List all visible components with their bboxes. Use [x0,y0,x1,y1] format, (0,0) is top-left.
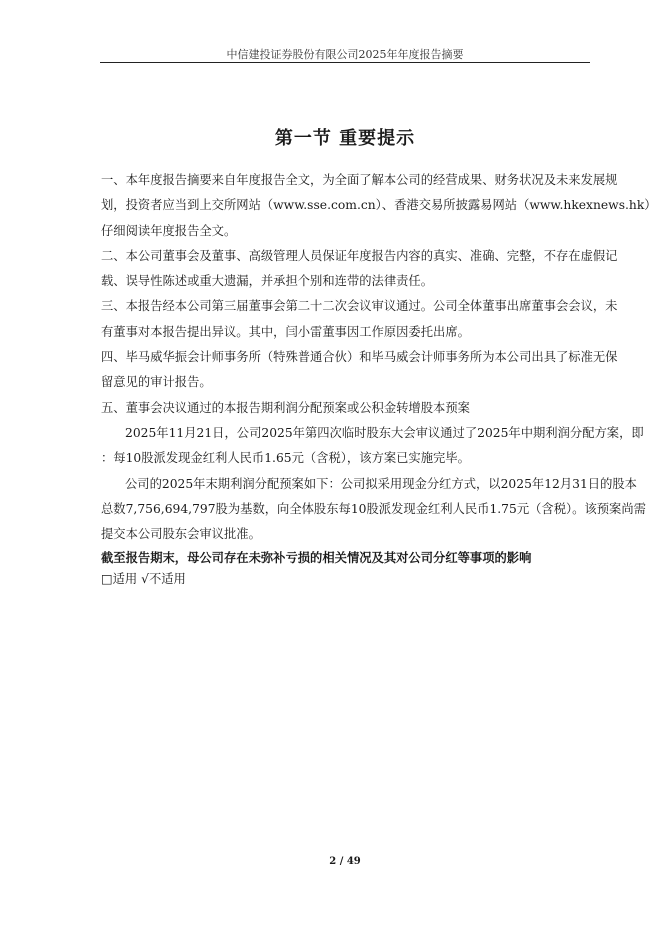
paragraph-line: 四、毕马威华振会计师事务所（特殊普通合伙）和毕马威会计师事务所为本公司出具了标准无保 [101,350,618,365]
paragraph-line: 仔细阅读年度报告全文。 [101,223,237,238]
paragraph-line: 划，投资者应当到上交所网站（www.sse.com.cn）、香港交易所披露易网站（www.hkexnews.hk） [101,198,657,213]
paragraph-line: 公司的2025年末期利润分配预案如下：公司拟采用现金分红方式，以2025年12月31日的股本 [125,476,637,491]
paragraph-line: 总数7,756,694,797股为基数，向全体股东每10股派发现金红利人民币1.75元（含税）。该预案尚需 [101,501,646,516]
applicability-options: □适用 √不适用 [101,572,186,587]
paragraph-4 [101,345,618,396]
paragraph-line: 一、本年度报告摘要来自年度报告全文，为全面了解本公司的经营成果、财务状况及未来发展规 [101,173,618,187]
header-divider [100,62,590,63]
paragraph-5 [101,396,591,421]
uncovered-loss-heading: 截至报告期末，母公司存在未弥补亏损的相关情况及其对公司分红等事项的影响 [101,551,532,566]
paragraph-2 [101,244,618,295]
paragraph-line: 留意见的审计报告。 [101,375,212,390]
paragraph-line: 有董事对本报告提出异议。其中，闫小雷董事因工作原因委托出席。 [101,324,470,339]
document-body [101,168,657,589]
paragraph-line: 五、董事会决议通过的本报告期利润分配预案或公积金转增股本预案 [101,400,470,415]
paragraph-line: 载、误导性陈述或重大遗漏，并承担个别和连带的法律责任。 [101,274,434,289]
paragraph-7 [101,472,646,548]
paragraph-line: 三、本报告经本公司第三届董事会第二十二次会议审议通过。公司全体董事出席董事会会议，未 [101,299,618,314]
paragraph-line: 2025年11月21日，公司2025年第四次临时股东大会审议通过了2025年中期利润分配方案，即 [125,425,644,440]
page-number: 2 / 49 [329,856,361,867]
paragraph-3 [101,294,618,345]
paragraph-line: ：每10股派发现金红利人民币1.65元（含税），该方案已实施完毕。 [101,451,470,466]
page-header: 中信建投证券股份有限公司2025年年度报告摘要 [226,48,464,61]
section-title: 第一节 重要提示 [274,128,416,149]
paragraph-line: 提交本公司股东会审议批准。 [101,527,261,542]
paragraph-line: 二、本公司董事会及董事、高级管理人员保证年度报告内容的真实、准确、完整，不存在虚假记 [101,248,618,263]
paragraph-1 [101,168,657,244]
paragraph-6 [101,421,644,472]
